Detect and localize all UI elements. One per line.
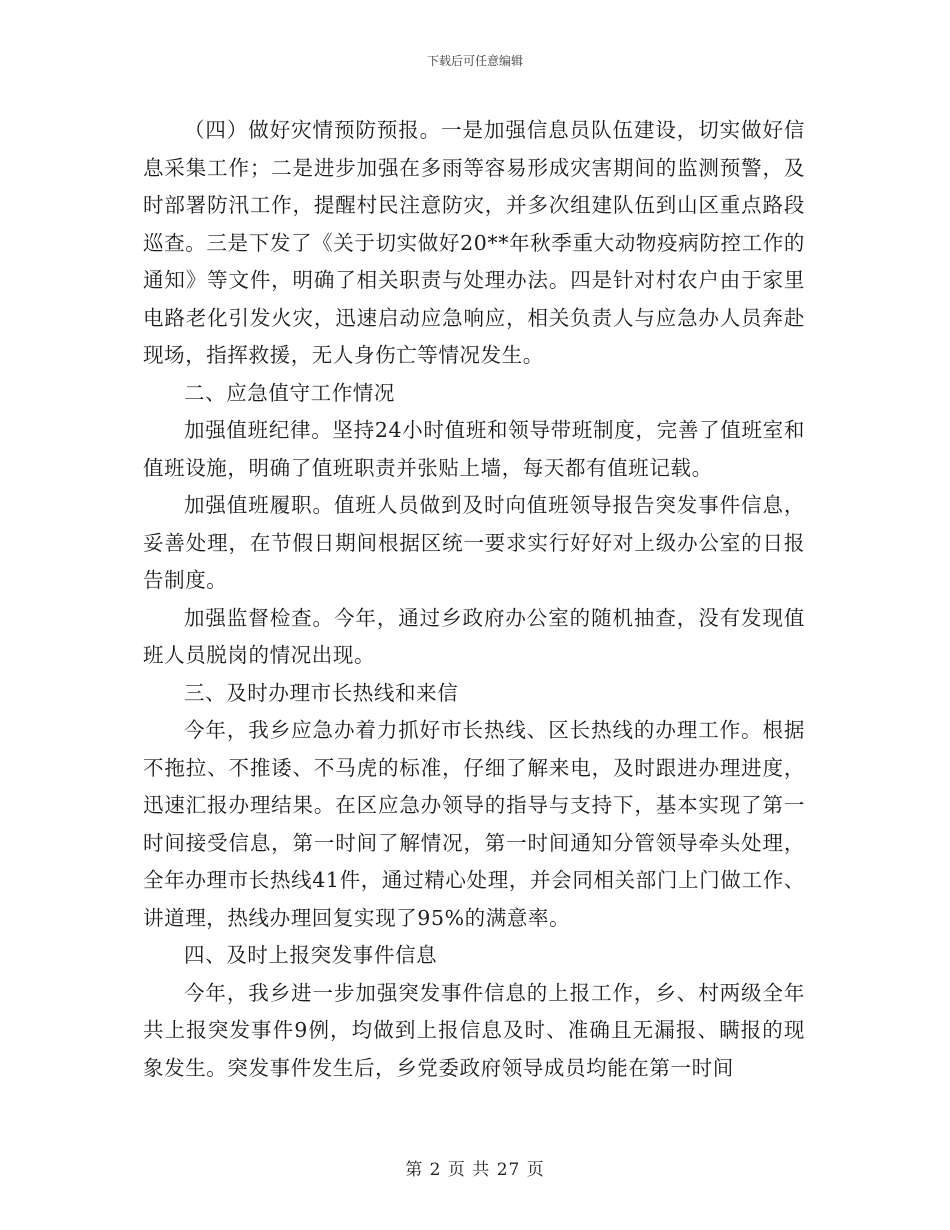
total-pages-number: 27	[496, 1160, 521, 1180]
paragraph-incident-reporting: 今年，我乡进一步加强突发事件信息的上报工作，乡、村两级全年共上报突发事件9例，均做到上报信息及时、准确且无漏报、瞒报的现象发生。突发事件发生后，乡党委政府领导成员均能在第一时间	[143, 980, 805, 1080]
page-number-footer	[0, 1155, 950, 1180]
section-heading-emergency-duty: 二、应急值守工作情况	[184, 380, 395, 405]
paragraph-supervision: 加强监督检查。今年，通过乡政府办公室的随机抽查，没有发现值班人员脱岗的情况出现。	[143, 605, 805, 667]
paragraph-duty-discipline: 加强值班纪律。坚持24小时值班和领导带班制度，完善了值班室和值班设施，明确了值班职责并张贴上墙，每天都有值班记载。	[143, 418, 805, 480]
page-header-note: 下载后可任意编辑	[426, 54, 523, 68]
document-body	[143, 112, 805, 1087]
paragraph-disaster-prevention: （四）做好灾情预防预报。一是加强信息员队伍建设，切实做好信息采集工作；二是进步加强在多雨等容易形成灾害期间的监测预警，及时部署防汛工作，提醒村民注意防灾，并多次组建队伍到山区重点路段巡查。三是下发了《关于切实做好20**年秋季重大动物疫病防控工作的通知》等文件，明确了相关职责与处理办法。四是针对村农户由于家里电路老化引发火灾，迅速启动应急响应，相关负责人与应急办人员奔赴现场，指挥救援，无人身伤亡等情况发生。	[143, 118, 805, 367]
section-heading-mayor-hotline: 三、及时办理市长热线和来信	[184, 680, 459, 705]
footer-label-ye-end: 页	[526, 1160, 545, 1180]
current-page-number: 2	[429, 1160, 442, 1180]
section-heading-incident-reporting: 四、及时上报突发事件信息	[184, 943, 438, 967]
paragraph-hotline-handling: 今年，我乡应急办着力抓好市长热线、区长热线的办理工作。根据不拖拉、不推诿、不马虎的标准，仔细了解来电，及时跟进办理进度，迅速汇报办理结果。在区应急办领导的指导与支持下，基本实现了第一时间接受信息，第一时间了解情况，第一时间通知分管领导牵头处理，全年办理市长热线41件，通过精心处理，并会同相关部门上门做工作、讲道理，热线办理回复实现了95%的满意率。	[143, 718, 805, 930]
footer-label-di: 第	[405, 1160, 424, 1180]
footer-label-ye: 页	[447, 1160, 466, 1180]
paragraph-duty-performance: 加强值班履职。值班人员做到及时向值班领导报告突发事件信息，妥善处理，在节假日期间根据区统一要求实行好好对上级办公室的日报告制度。	[143, 493, 805, 592]
footer-label-gong: 共	[472, 1160, 491, 1180]
